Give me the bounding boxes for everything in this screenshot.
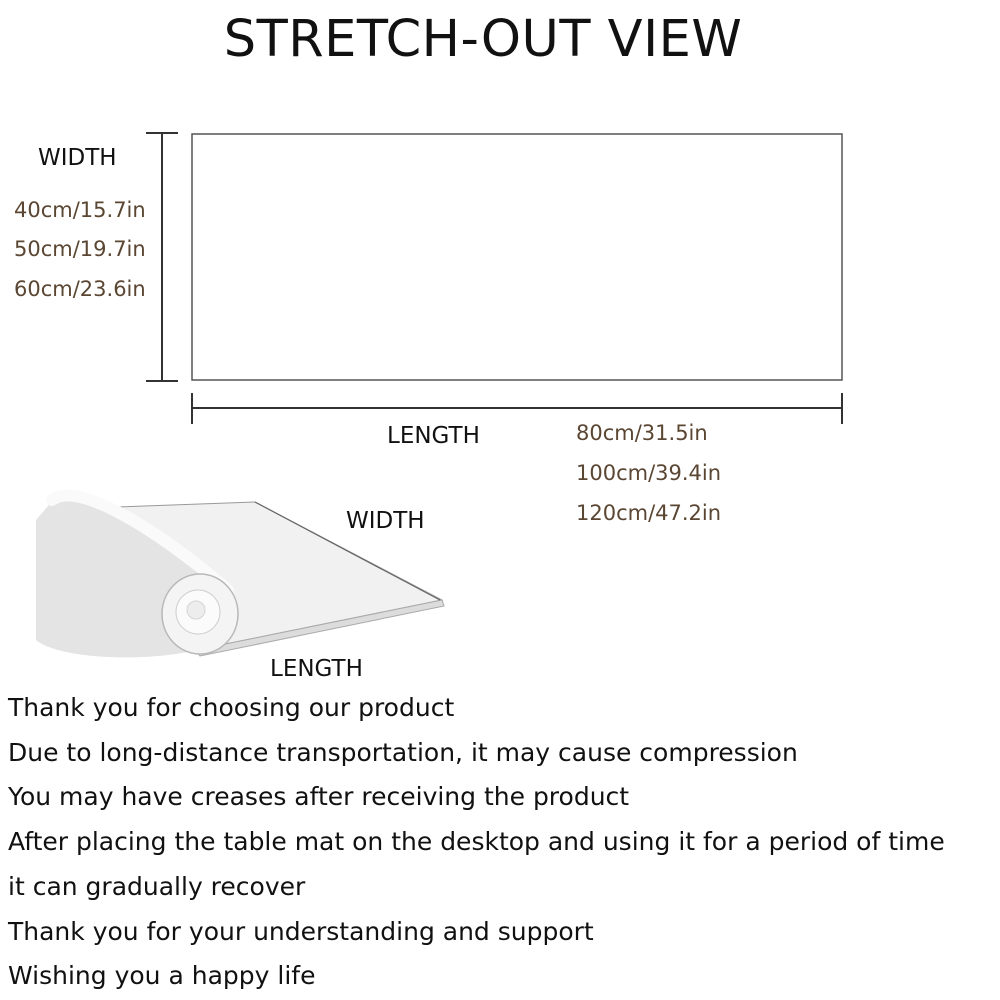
length-value-80cm: 80cm/31.5in <box>576 421 708 445</box>
note-line: Due to long-distance transportation, it may cause compression <box>8 737 798 767</box>
length-value-100cm: 100cm/39.4in <box>576 461 722 485</box>
width-value-40cm: 40cm/15.7in <box>14 198 146 222</box>
note-line: it can gradually recover <box>8 871 306 901</box>
notes-list <box>8 686 945 999</box>
note-line: Thank you for your understanding and support <box>8 916 594 946</box>
note-line: After placing the table mat on the desktop and using it for a period of time <box>8 827 945 857</box>
note-line: You may have creases after receiving the product <box>8 782 630 812</box>
length-value-120cm: 120cm/47.2in <box>576 501 722 525</box>
rolled-width-label: WIDTH <box>346 508 425 534</box>
width-label: WIDTH <box>38 145 117 171</box>
note-line: Wishing you a happy life <box>8 961 316 991</box>
page-title: STRETCH-OUT VIEW <box>223 10 743 69</box>
note-line: Thank you for choosing our product <box>8 693 455 722</box>
width-value-60cm: 60cm/23.6in <box>14 277 146 301</box>
width-value-50cm: 50cm/19.7in <box>14 237 146 261</box>
mat-outline <box>192 134 842 380</box>
length-label: LENGTH <box>387 423 480 449</box>
roll-core <box>187 601 205 619</box>
rolled-length-label: LENGTH <box>270 656 363 682</box>
